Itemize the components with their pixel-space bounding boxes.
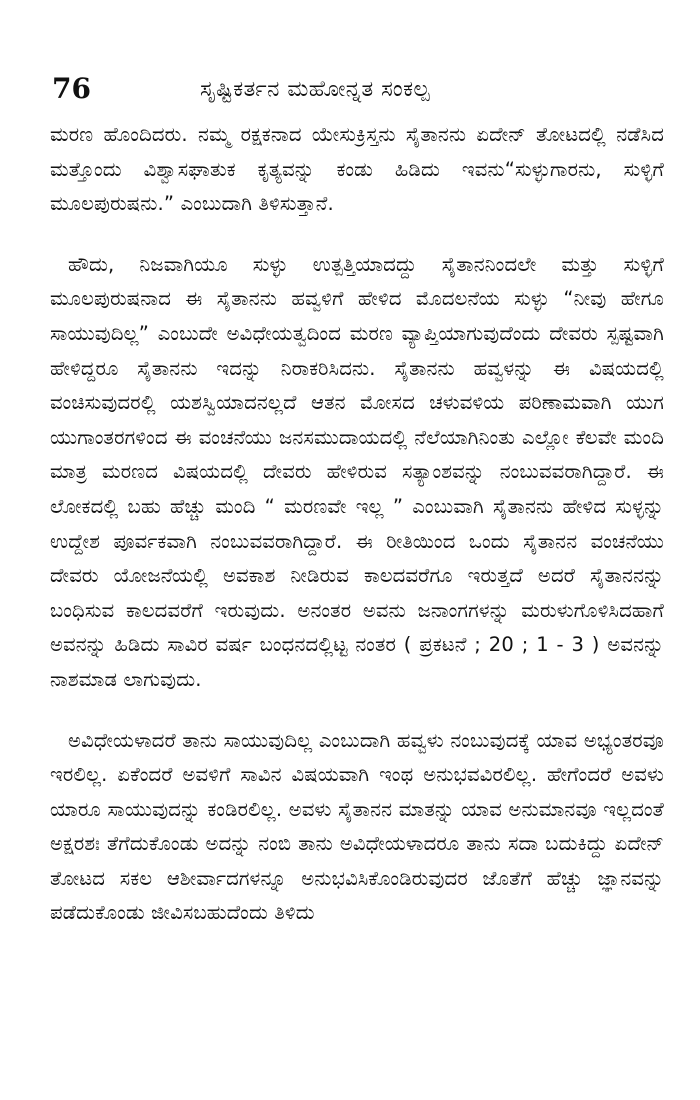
paragraph-1: ಮರಣ ಹೊಂದಿದರು. ನಮ್ಮ ರಕ್ಷಕನಾದ ಯೇಸುಕ್ರಿಸ್ತನು ಸೈತಾನನು ಏದೇನ್ ತೋಟದಲ್ಲಿ ನಡೆಸಿದ ಮತ್ತೊಂದು ವಿಶ್ವಾಸಘಾತುಕ ಕೃತ್ಯವನ್ನು ಕಂಡು ಹಿಡಿದು ಇವನು“ಸುಳ್ಳುಗಾರನು, ಸುಳ್ಳಿಗೆ ಮೂಲಪುರುಷನು.” ಎಂಬುದಾಗಿ ತಿಳಿಸುತ್ತಾನೆ. <box>50 123 664 216</box>
page-header <box>50 72 664 112</box>
body-text <box>50 118 664 931</box>
running-title: ಸೃಷ್ಟಿಕರ್ತನ ಮಹೋನ್ನತ ಸಂಕಲ್ಪ <box>200 77 430 102</box>
paragraph-2: ಹೌದು, ನಿಜವಾಗಿಯೂ ಸುಳ್ಳು ಉತ್ಪತ್ತಿಯಾದದ್ದು ಸೈತಾನನಿಂದಲೇ ಮತ್ತು ಸುಳ್ಳಿಗೆ ಮೂಲಪುರುಷನಾದ ಈ ಸೈತಾನನು ಹವ್ವಳಿಗೆ ಹೇಳಿದ ಮೊದಲನೆಯ ಸುಳ್ಳು “ನೀವು ಹೇಗೂ ಸಾಯುವುದಿಲ್ಲ” ಎಂಬುದೇ ಅವಿಧೇಯತ್ವದಿಂದ ಮರಣ ವ್ಯಾಪ್ತಿಯಾಗುವುದೆಂದು ದೇವರು ಸ್ಪಷ್ಟವಾಗಿ ಹೇಳಿದ್ದರೂ ಸೈತಾನನು ಇದನ್ನು ನಿರಾಕರಿಸಿದನು. ಸೈತಾನನು ಹವ್ವಳನ್ನು ಈ ವಿಷಯದಲ್ಲಿ ವಂಚಿಸುವುದರಲ್ಲಿ ಯಶಸ್ವಿಯಾದನಲ್ಲದೆ ಆತನ ಮೋಸದ ಚಳುವಳಿಯ ಪರಿಣಾಮವಾಗಿ ಯುಗ ಯುಗಾಂತರಗಳಿಂದ ಈ ವಂಚನೆಯು ಜನಸಮುದಾಯದಲ್ಲಿ ನೆಲೆಯಾಗಿನಿಂತು ಎಲ್ಲೋ ಕೆಲವೇ ಮಂದಿ ಮಾತ್ರ ಮರಣದ ವಿಷಯದಲ್ಲಿ ದೇವರು ಹೇಳಿರುವ ಸತ್ಯಾಂಶವನ್ನು ನಂಬುವವರಾಗಿದ್ದಾರೆ. ಈ ಲೋಕದಲ್ಲಿ ಬಹು ಹೆಚ್ಚು ಮಂದಿ “ ಮರಣವೇ ಇಲ್ಲ ” ಎಂಬುವಾಗಿ ಸೈತಾನನು ಹೇಳಿದ ಸುಳ್ಳನ್ನು ಉದ್ದೇಶ ಪೂರ್ವಕವಾಗಿ ನಂಬುವವರಾಗಿದ್ದಾರೆ. ಈ ರೀತಿಯಿಂದ ಒಂದು ಸೈತಾನನ ವಂಚನೆಯು ದೇವರು ಯೋಜನೆಯಲ್ಲಿ ಅವಕಾಶ ನೀಡಿರುವ ಕಾಲದವರೆಗೂ ಇರುತ್ತದೆ ಅದರೆ ಸೈತಾನನನ್ನು ಬಂಧಿಸುವ ಕಾಲದವರೆಗೆ ಇರುವುದು. ಅನಂತರ ಅವನು ಜನಾಂಗಗಳನ್ನು ಮರುಳುಗೊಳಿಸಿದಹಾಗೆ ಅವನನ್ನು ಹಿಡಿದು ಸಾವಿರ ವರ್ಷ ಬಂಧನದಲ್ಲಿಟ್ಟ ನಂತರ ( ಪ್ರಕಟನೆ ; 20 ; 1 - 3 ) ಅವನನ್ನು ನಾಶಮಾಡ ಲಾಗುವುದು. <box>50 252 664 691</box>
page-number: 76 <box>52 72 91 105</box>
paragraph-3: ಅವಿಧೇಯಳಾದರೆ ತಾನು ಸಾಯುವುದಿಲ್ಲ ಎಂಬುದಾಗಿ ಹವ್ವಳು ನಂಬುವುದಕ್ಕೆ ಯಾವ ಅಭ್ಯಂತರವೂ ಇರಲಿಲ್ಲ. ಏಕೆಂದರೆ ಅವಳಿಗೆ ಸಾವಿನ ವಿಷಯವಾಗಿ ಇಂಥ ಅನುಭವವಿರಲಿಲ್ಲ. ಹೇಗೆಂದರೆ ಅವಳು ಯಾರೂ ಸಾಯುವುದನ್ನು ಕಂಡಿರಲಿಲ್ಲ. ಅವಳು ಸೈತಾನನ ಮಾತನ್ನು ಯಾವ ಅನುಮಾನವೂ ಇಲ್ಲದಂತೆ ಅಕ್ಷರಶಃ ತೆಗೆದುಕೊಂಡು ಅದನ್ನು ನಂಬಿ ತಾನು ಅವಿಧೇಯಳಾದರೂ ತಾನು ಸದಾ ಬದುಕಿದ್ದು ಏದೇನ್ ತೋಟದ ಸಕಲ ಆಶೀರ್ವಾದಗಳನ್ನೂ ಅನುಭವಿಸಿಕೊಂಡಿರುವುದರ ಜೊತೆಗೆ ಹೆಚ್ಚು ಜ್ಞಾನವನ್ನು ಪಡೆದುಕೊಂಡು ಜೀವಿಸಬಹುದೆಂದು ತಿಳಿದು <box>50 728 664 925</box>
